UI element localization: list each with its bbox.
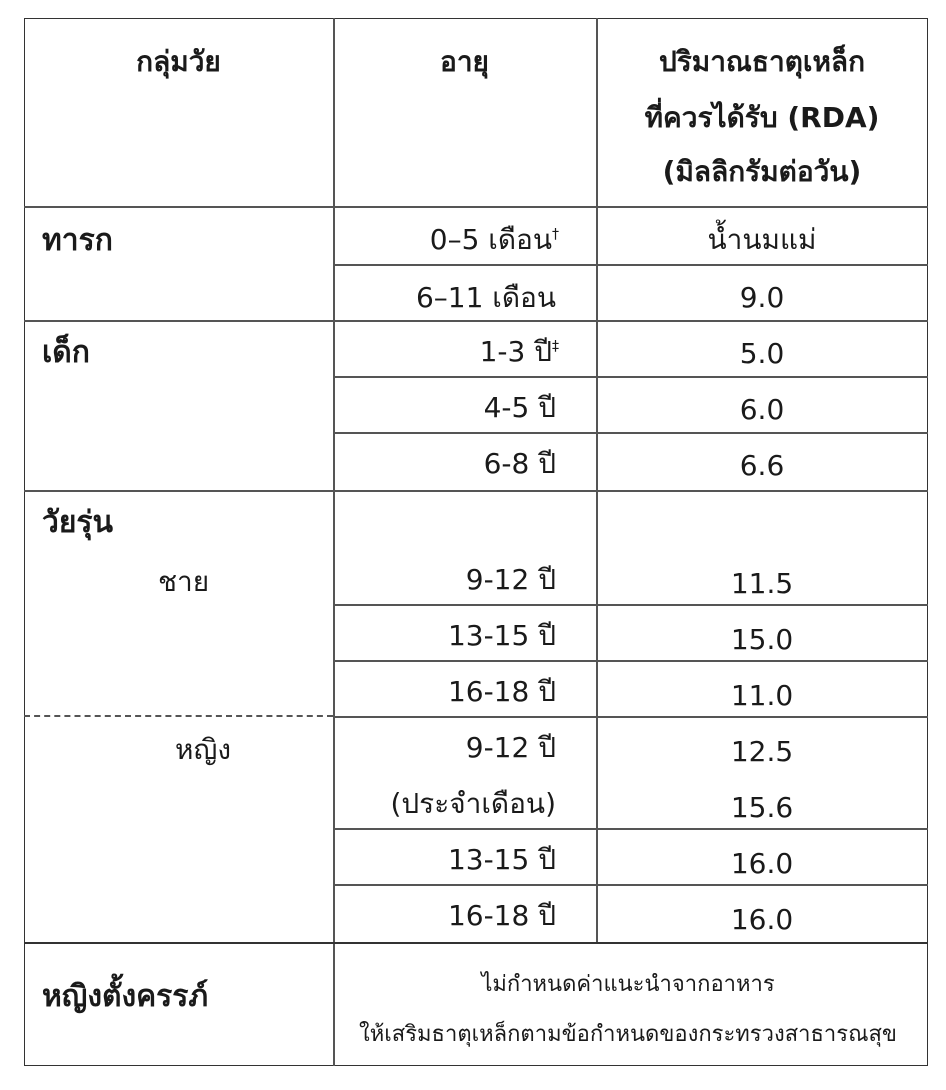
row-divider	[333, 376, 928, 378]
group-infant: ทารก	[42, 223, 113, 258]
rda-cell: 12.5	[730, 735, 794, 768]
rda-cell: 11.5	[730, 567, 794, 600]
group-male: ชาย	[158, 565, 210, 598]
rda-cell: น้ำนมแม่	[707, 223, 817, 256]
age-cell: 13-15 ปี	[447, 843, 556, 876]
rda-cell: 15.6	[730, 791, 794, 824]
rda-cell: 6.6	[739, 449, 785, 482]
rda-cell: 5.0	[739, 337, 785, 370]
header-divider	[24, 206, 928, 208]
age-cell: 16-18 ปี	[447, 899, 556, 932]
row-divider	[333, 604, 928, 606]
rda-cell: 16.0	[730, 903, 794, 936]
row-divider	[333, 884, 928, 886]
group-female: หญิง	[175, 733, 231, 766]
row-divider	[333, 660, 928, 662]
rda-cell: 9.0	[739, 281, 785, 314]
rda-cell: 16.0	[730, 847, 794, 880]
age-cell: 6–11 เดือน	[415, 281, 556, 314]
group-child: เด็ก	[42, 335, 90, 370]
pregnant-divider	[24, 942, 928, 944]
row-divider	[333, 432, 928, 434]
age-cell: 9-12 ปี	[465, 563, 556, 596]
age-cell: 4-5 ปี	[483, 391, 556, 424]
age-cell: 1-3 ปี‡	[479, 335, 559, 368]
male-female-divider	[24, 715, 333, 717]
group-pregnant: หญิงตั้งครรภ์	[42, 979, 209, 1014]
row-divider	[333, 264, 928, 266]
group-teen: วัยรุ่น	[42, 505, 114, 540]
row-divider	[333, 716, 928, 718]
row-divider	[24, 490, 928, 492]
age-cell: 9-12 ปี	[465, 731, 556, 764]
header-group: กลุ่มวัย	[136, 45, 221, 78]
rda-cell: 15.0	[730, 623, 794, 656]
age-cell: 13-15 ปี	[447, 619, 556, 652]
age-cell: 6-8 ปี	[483, 447, 556, 480]
row-divider	[333, 828, 928, 830]
age-cell: (ประจำเดือน)	[390, 787, 556, 820]
header-age: อายุ	[440, 45, 489, 78]
age-cell: 16-18 ปี	[447, 675, 556, 708]
age-cell: 0–5 เดือน†	[429, 223, 559, 256]
row-divider	[24, 320, 928, 322]
rda-cell: 11.0	[730, 679, 794, 712]
pregnant-note-line2: ให้เสริมธาตุเหล็กตามข้อกำหนดของกระทรวงสาธารณสุข	[359, 1022, 897, 1047]
header-rda-line3: (มิลลิกรัมต่อวัน)	[662, 155, 862, 188]
pregnant-note-line1: ไม่กำหนดค่าแนะนำจากอาหาร	[481, 972, 775, 997]
rda-cell: 6.0	[739, 393, 785, 426]
header-rda-line2: ที่ควรได้รับ (RDA)	[644, 101, 880, 134]
header-rda-line1: ปริมาณธาตุเหล็ก	[658, 45, 866, 78]
